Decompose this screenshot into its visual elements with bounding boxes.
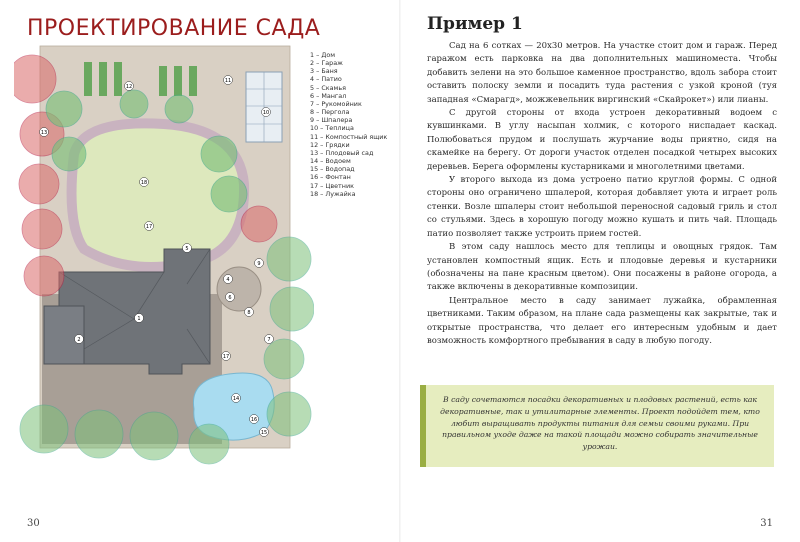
legend-item: 15 – Водопад bbox=[310, 165, 355, 174]
svg-text:10: 10 bbox=[262, 110, 270, 116]
svg-text:7: 7 bbox=[267, 337, 271, 343]
page-number-right: 31 bbox=[760, 518, 773, 529]
svg-text:5: 5 bbox=[185, 246, 189, 252]
paragraph: С другой стороны от входа устроен декоративный водоем с кувшинками. В углу насыпан холмик, с которого ниспадает каскад. Полюбоваться прудом и послушать журчание воды приятно, сидя на скамейке на берегу. От дороги участок отделен посадкой четырех высоких деревьев. Берега оформлены кустарниками и многолетними цветами. bbox=[427, 108, 777, 172]
page-title: ПРОЕКТИРОВАНИЕ САДА bbox=[27, 16, 321, 41]
garden-plan bbox=[14, 44, 314, 469]
legend-item: 10 – Теплица bbox=[310, 124, 354, 133]
legend-item: 8 – Пергола bbox=[310, 108, 350, 117]
paragraph: Сад на 6 сотках — 20х30 метров. На участке стоит дом и гараж. Перед гаражом есть парковка на два дополнительных машиноместа. Чтобы добавить зелени на это большое каменное пространство, вдоль забора стоит оставить полоску земли и посадить туда растения с узкой кроной (туя западная «Смарагд», можжевельник виргинский «Скайрокет») или лианы. bbox=[427, 41, 777, 105]
marker-12 bbox=[125, 82, 134, 91]
body-text bbox=[427, 40, 777, 348]
marker-4 bbox=[224, 275, 233, 284]
marker-6 bbox=[226, 293, 235, 302]
legend-item: 13 – Плодовый сад bbox=[310, 148, 374, 157]
svg-text:17: 17 bbox=[145, 224, 153, 230]
svg-text:15: 15 bbox=[260, 430, 268, 436]
marker-17a bbox=[145, 222, 154, 231]
legend-item: 3 – Баня bbox=[310, 67, 338, 76]
legend-item: 18 – Лужайка bbox=[310, 189, 356, 198]
legend-item: 14 – Водоем bbox=[310, 157, 351, 166]
legend-item: 1 – Дом bbox=[310, 51, 336, 59]
marker-14 bbox=[232, 394, 241, 403]
callout-box bbox=[420, 385, 774, 467]
legend-item: 4 – Патио bbox=[310, 75, 342, 84]
marker-15 bbox=[260, 428, 269, 437]
marker-2 bbox=[75, 335, 84, 344]
legend-item: 11 – Компостный ящик bbox=[310, 132, 388, 141]
marker-7 bbox=[265, 335, 274, 344]
callout-text: В саду сочетаются посадки декоративных и плодовых растений, есть как декоративные, так и утилитарные элементы. Проект подойдет тем, кто любит выращивать продукты питания для семьи своими руками. При правильном уходе даже на такой площади можно собирать значительные урожаи. bbox=[440, 395, 760, 452]
plan-legend bbox=[310, 51, 400, 198]
marker-10 bbox=[262, 108, 271, 117]
svg-text:1: 1 bbox=[137, 316, 141, 322]
marker-16 bbox=[250, 415, 259, 424]
marker-11 bbox=[224, 76, 233, 85]
marker-1 bbox=[135, 314, 144, 323]
svg-text:4: 4 bbox=[226, 277, 230, 283]
marker-13 bbox=[40, 128, 49, 137]
svg-text:9: 9 bbox=[257, 261, 261, 267]
svg-text:17: 17 bbox=[222, 354, 230, 360]
legend-item: 6 – Мангал bbox=[310, 91, 347, 100]
svg-text:14: 14 bbox=[232, 396, 240, 402]
legend-item: 5 – Скамья bbox=[310, 83, 346, 92]
legend-item: 9 – Шпалера bbox=[310, 116, 353, 125]
legend-item: 17 – Цветник bbox=[310, 181, 354, 190]
svg-text:18: 18 bbox=[140, 180, 148, 186]
legend-item: 12 – Грядки bbox=[310, 140, 350, 149]
svg-text:12: 12 bbox=[125, 84, 133, 90]
svg-text:8: 8 bbox=[247, 310, 251, 316]
svg-text:2: 2 bbox=[77, 337, 81, 343]
marker-18 bbox=[140, 178, 149, 187]
greenhouse bbox=[246, 72, 282, 142]
marker-8 bbox=[245, 308, 254, 317]
marker-9 bbox=[255, 259, 264, 268]
paragraph: Центральное место в саду занимает лужайка, обрамленная цветниками. Таким образом, на плане сада размещены как закрытые, так и открытые пространства, что делает его интересным удобным и дает возможность комфортного пребывания в саду в любую погоду. bbox=[427, 295, 777, 346]
svg-text:6: 6 bbox=[228, 295, 232, 301]
page-number-left: 30 bbox=[27, 518, 40, 529]
marker-17b bbox=[222, 352, 231, 361]
marker-5 bbox=[183, 244, 192, 253]
paragraph: В этом саду нашлось место для теплицы и овощных грядок. Там установлен компостный ящик. Есть и плодовые деревья и кустарники (обозначены на пане красным цветом). Они посажены в районе огорода, а также включены в декоративные композиции. bbox=[427, 242, 777, 293]
legend-item: 2 – Гараж bbox=[310, 59, 343, 68]
paragraph: У второго выхода из дома устроено патио круглой формы. С одной стороны оно ограничено шпалерой, которая добавляет уюта и играет роль стенки. Возле шпалеры стоит небольшой переносной садовый гриль и стол со стульями. Здесь в хорошую погоду можно кушать и пить чай. Площадь патио позволяет также устроить прием гостей. bbox=[427, 175, 777, 239]
legend-item: 16 – Фонтан bbox=[310, 173, 351, 182]
right-page bbox=[400, 0, 800, 542]
svg-text:11: 11 bbox=[224, 78, 232, 84]
svg-text:16: 16 bbox=[250, 417, 258, 423]
legend-item: 7 – Рукомойник bbox=[310, 99, 362, 108]
example-title: Пример 1 bbox=[427, 14, 523, 34]
patio bbox=[217, 267, 261, 311]
svg-text:13: 13 bbox=[40, 130, 48, 136]
